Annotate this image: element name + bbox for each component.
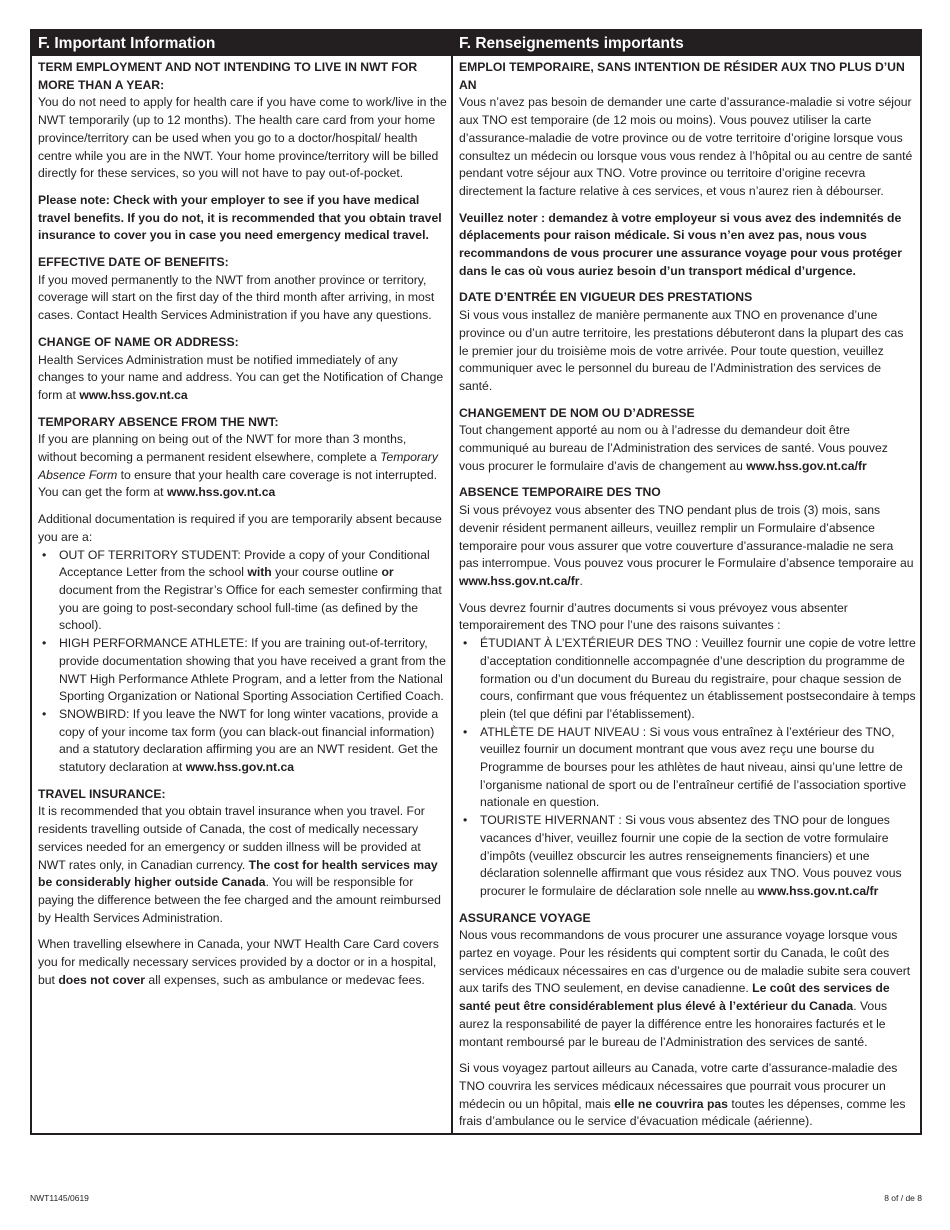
- snowbird-link[interactable]: www.hss.gov.nt.ca: [185, 760, 295, 775]
- effective-date-heading-fr: DATE D’ENTRÉE EN VIGUEUR DES PRESTATIONS: [459, 290, 753, 305]
- list-item: [38, 547, 447, 636]
- travel-insurance-section-fr: [459, 910, 916, 1052]
- effective-date-heading: EFFECTIVE DATE OF BENEFITS:: [38, 255, 229, 270]
- french-body: [453, 56, 920, 1131]
- travel-insurance-heading: TRAVEL INSURANCE:: [38, 786, 166, 801]
- temporary-absence-heading-fr: ABSENCE TEMPORAIRE DES TNO: [459, 485, 661, 500]
- temporary-absence-text-part: If you are planning on being out of the NWT for more than 3 months, without becoming a permanent resident elsewhere, complete a: [38, 432, 407, 465]
- temporary-absence-heading: TEMPORARY ABSENCE FROM THE NWT:: [38, 414, 279, 429]
- english-column: [32, 31, 453, 1133]
- temporary-absence-section-fr: [459, 484, 916, 590]
- change-of-name-text: [38, 352, 447, 405]
- change-of-name-section: [38, 334, 447, 405]
- travel-insurance-emphasis-fr: Le coût des services de santé peut être considérablement plus élevé à l’extérieur du Canada: [459, 981, 890, 1014]
- change-of-name-body: Health Services Administration must be notified immediately of any changes to your name and address. You can get the Notification of Change form at: [38, 352, 444, 402]
- canada-travel-emphasis-fr: elle ne couvrira pas: [614, 1096, 728, 1111]
- change-of-name-heading: CHANGE OF NAME OR ADDRESS:: [38, 334, 239, 349]
- english-section-header: F. Important Information: [32, 31, 451, 56]
- temporary-absence-text-part-fr: Si vous prévoyez vous absenter des TNO pendant plus de trois (3) mois, sans devenir résident permanent ailleurs, veuillez remplir un Formulaire d’absence temporaire pour vous assurer que votre couverture d’assurance-maladie ne sera pas interrompue. Vous pouvez vous procurer le Formulaire d’absence temporaire au: [459, 503, 914, 571]
- temporary-absence-section: [38, 414, 447, 503]
- effective-date-text-fr: Si vous vous installez de manière permanente aux TNO en provenance d’une province ou d’un autre territoire, les prestations débuteront dans la plupart des cas le premier jour du troisième mois de votre arrivée. Pour toute question, veuillez communiquer avec le personnel du bureau de l’Administration des services de santé.: [459, 308, 904, 393]
- student-emphasis: with: [247, 565, 272, 580]
- student-text: OUT OF TERRITORY STUDENT: Provide a copy of your Conditional Acceptance Letter from the school: [59, 547, 430, 580]
- english-body: [32, 56, 451, 989]
- change-of-name-section-fr: [459, 405, 916, 476]
- canada-travel-text-part: all expenses, such as ambulance or medevac fees.: [145, 972, 425, 987]
- temporary-absence-form-name: Temporary Absence Form: [38, 450, 438, 482]
- student-text: your course outline: [271, 565, 382, 580]
- canada-travel-text-part-fr: Si vous voyagez partout ailleurs au Canada, votre carte d’assurance-maladie des TNO couvrira les services médicaux nécessaires que pourrait vous procurer un médecin ou un hôpital, mais: [459, 1061, 898, 1111]
- additional-documentation-intro-fr: Vous devrez fournir d’autres documents si vous prévoyez vous absenter temporairement des TNO pour l’une des raisons suivantes :: [459, 600, 848, 633]
- canada-travel-emphasis: does not cover: [58, 972, 146, 987]
- snowbird-text-fr: TOURISTE HIVERNANT : Si vous vous absentez des TNO pour de longues vacances d’hiver, veuillez fournir une copie de la section de votre formulaire d’impôts (veuillez obscurcir les autres renseignements financiers) et une déclaration solennelle affirmant que vous résidez aux TNO. Vous pouvez vous procurer le formulaire de déclaration sole nnelle au: [480, 813, 902, 898]
- travel-insurance-text-fr: [459, 927, 916, 1051]
- term-employment-heading: TERM EMPLOYMENT AND NOT INTENDING TO LIVE IN NWT FOR MORE THAN A YEAR:: [38, 60, 418, 92]
- travel-insurance-text-part-fr: Nous vous recommandons de vous procurer une assurance voyage lorsque vous partez en voyage. Pour les résidents qui comptent sortir du Canada, le coût des services médicaux nécessaires en cas d’urgence ou de maladie subite sera couvert aux tarifs des TNO seulement, en devise canadienne.: [459, 928, 911, 996]
- travel-insurance-heading-fr: ASSURANCE VOYAGE: [459, 910, 591, 925]
- canada-travel-section: [38, 936, 447, 989]
- medical-travel-note: Please note: Check with your employer to see if you have medical travel benefits. If you do not, it is recommended that you obtain travel insurance to cover you in case you need emergency medical travel.: [38, 192, 442, 243]
- effective-date-section: [38, 254, 447, 325]
- temporary-absence-link-fr[interactable]: www.hss.gov.nt.ca/fr: [459, 573, 580, 588]
- temporary-absence-text-end-fr: .: [579, 573, 583, 588]
- french-section-header: F. Renseignements importants: [453, 31, 920, 56]
- temporary-absence-text: [38, 431, 447, 502]
- change-of-name-heading-fr: CHANGEMENT DE NOM OU D’ADRESSE: [459, 405, 695, 420]
- list-item: • ÉTUDIANT À L’EXTÉRIEUR DES TNO : Veuillez fournir une copie de votre lettre d’acceptation conditionnelle accompagnée d’une description du programme de formation ou d’un document du Bureau du registraire, pour chaque session de cours, confirmant que vous fréquentez un établissement postsecondaire à temps plein (tel que défini par l’établissement).: [459, 635, 916, 724]
- canada-travel-text-part: When travelling elsewhere in Canada, your NWT Health Care Card covers you for medically necessary services provided by a doctor or in a hospital, but: [38, 937, 439, 987]
- page-number: 8 of / de 8: [884, 1193, 922, 1203]
- canada-travel-text-fr: [459, 1060, 916, 1131]
- canada-travel-text: [38, 936, 447, 989]
- term-employment-section: [38, 59, 447, 183]
- temporary-absence-text-fr: [459, 502, 916, 591]
- temporary-absence-text-part: to ensure that your health care coverage is not interrupted. You can get the form at: [38, 467, 438, 500]
- travel-insurance-text-part-fr: . Vous aurez la responsabilité de payer la différence entre les honoraires facturés et le montant remboursé par le bureau de l’Administration des services de santé.: [459, 999, 888, 1049]
- change-of-name-link-fr[interactable]: www.hss.gov.nt.ca/fr: [746, 458, 867, 473]
- change-of-name-link[interactable]: www.hss.gov.nt.ca: [79, 387, 188, 402]
- absence-reasons-list-fr: [459, 635, 916, 901]
- student-text: document from the Registrar’s Office for each semester confirming that you are going to post-secondary school full-time (as defined by the school).: [59, 582, 442, 633]
- term-employment-text-fr: Vous n’avez pas besoin de demander une carte d’assurance-maladie si votre séjour aux TNO est temporaire (de 12 mois ou moins). Vous pouvez utiliser la carte d’assurance-maladie de votre province ou de votre territoire d’origine lorsque vous consultez un médecin ou lorsque vous vous rendez à l’hôpital ou au centre de santé pendant votre séjour aux TNO. Votre province ou territoire d’origine recevra directement la facture relative à ces services, et vous n’aurez rien à débourser.: [459, 95, 913, 198]
- list-item: [459, 812, 916, 901]
- effective-date-section-fr: [459, 289, 916, 395]
- important-information-frame: [30, 29, 922, 1135]
- french-column: [453, 31, 920, 1133]
- travel-insurance-text-part: . You will be responsible for paying the difference between the fee charged and the amount reimbursed by Health Services Administration.: [38, 875, 441, 925]
- additional-documentation-intro: Additional documentation is required if you are temporarily absent because you are a:: [38, 512, 442, 544]
- list-item: [38, 706, 447, 777]
- form-id: NWT1145/0619: [30, 1193, 89, 1203]
- list-item: • HIGH PERFORMANCE ATHLETE: If you are training out-of-territory, provide documentation showing that you have received a grant from the NWT High Performance Athlete Program, and a letter from the National Sporting Organization or National Sporting Association Certified Coach.: [38, 635, 447, 706]
- canada-travel-text-part-fr: toutes les dépenses, comme les frais d’ambulance ou le service d’évacuation médicale (aérienne).: [459, 1096, 906, 1129]
- change-of-name-body-fr: Tout changement apporté au nom ou à l’adresse du demandeur doit être communiqué au bureau de l’Administration des services de santé. Vous pouvez vous procurer le formulaire d’avis de changement au: [459, 423, 888, 473]
- term-employment-heading-fr: EMPLOI TEMPORAIRE, SANS INTENTION DE RÉSIDER AUX TNO PLUS D’UN AN: [459, 60, 905, 92]
- term-employment-text: You do not need to apply for health care if you have come to work/live in the NWT temporarily (up to 12 months). The health care card from your home province/territory can be used when you go to a doctor/hospital/ health centre while you are in the NWT. Your home province/territory will be billed directly for these services, so you will not have to pay out-of-pocket.: [38, 95, 447, 181]
- absence-reasons-list: [38, 547, 447, 777]
- change-of-name-text-fr: [459, 422, 916, 475]
- effective-date-text: If you moved permanently to the NWT from another province or territory, coverage will start on the first day of the third month after arriving, in most cases. Contact Health Services Administration if you have any questions.: [38, 272, 435, 323]
- temporary-absence-link[interactable]: www.hss.gov.nt.ca: [166, 485, 276, 500]
- snowbird-link-fr[interactable]: www.hss.gov.nt.ca/fr: [757, 883, 879, 898]
- canada-travel-section-fr: [459, 1060, 916, 1131]
- travel-insurance-emphasis: The cost for health services may be considerably higher outside Canada: [38, 857, 438, 890]
- term-employment-section-fr: [459, 59, 916, 201]
- snowbird-text: SNOWBIRD: If you leave the NWT for long winter vacations, provide a copy of your income tax form (you can black-out financial information) and a statutory declaration affirming you are an NWT resident. Get the statutory declaration at: [59, 706, 439, 775]
- additional-documentation-section: [38, 511, 447, 777]
- travel-insurance-text: [38, 803, 447, 927]
- medical-travel-note-fr: Veuillez noter : demandez à votre employeur si vous avez des indemnités de déplacements pour raison médicale. Si vous n’en avez pas, nous vous recommandons de vous procurer une assurance voyage pour vous protéger dans le cas où vous auriez besoin d’un transport médical d’urgence.: [459, 210, 902, 278]
- additional-documentation-section-fr: [459, 600, 916, 901]
- list-item: • ATHLÈTE DE HAUT NIVEAU : Si vous vous entraînez à l’extérieur des TNO, veuillez fournir un document montrant que vous avez reçu une bourse du Programme de bourses pour les athlètes de haut niveau, ainsi qu’une lettre de l’organisme national de sport ou de l’entraîneur certifié de l’association sportive nationale en question.: [459, 724, 916, 813]
- student-emphasis: or: [381, 565, 394, 580]
- travel-insurance-section: [38, 786, 447, 928]
- travel-insurance-text-part: It is recommended that you obtain travel insurance when you travel. For residents travelling outside of Canada, the cost of medically necessary services needed for an emergency or sudden illness will be provided at NWT rates only, in Canadian currency.: [38, 804, 425, 872]
